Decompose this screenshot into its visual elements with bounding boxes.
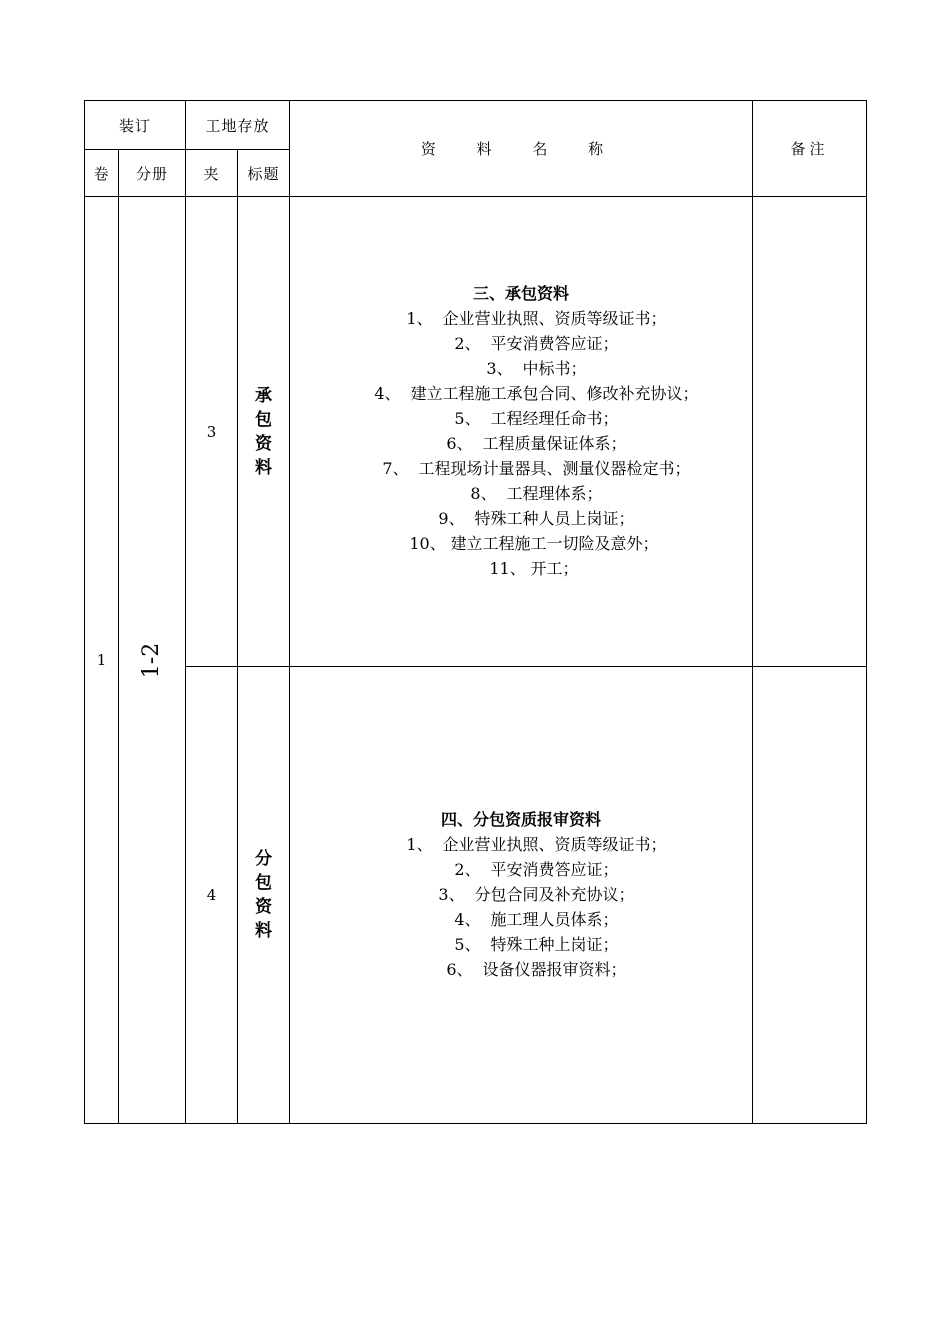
header-folder: 夹: [186, 150, 238, 197]
section-heading: 四、分包资质报审资料: [441, 810, 602, 829]
list-item: 4、 施工理人员体系；: [454, 910, 619, 929]
list-item: 2、 平安消费答应证；: [454, 860, 619, 879]
volume-value: 1: [85, 197, 119, 1124]
sub-volume-cell: [119, 197, 186, 1124]
list-item: 3、 分包合同及补充协议；: [438, 885, 635, 904]
item-list: [290, 306, 752, 581]
list-item: 3、 中标书；: [486, 359, 587, 378]
section-title-cell: [238, 667, 290, 1124]
section-title-chengbao: 承 包 资 料: [255, 385, 273, 478]
header-binding: 装订: [85, 101, 186, 150]
remark-cell: [753, 667, 867, 1124]
header-title: 标题: [238, 150, 290, 197]
list-item: 9、 特殊工种人员上岗证；: [438, 509, 635, 528]
list-item: 8、 工程理体系；: [470, 484, 603, 503]
list-item: 6、 设备仪器报审资料；: [446, 960, 627, 979]
list-item: 7、 工程现场计量器具、测量仪器检定书；: [382, 459, 691, 478]
folder-3: 3: [186, 197, 238, 667]
list-item: 5、 特殊工种上岗证；: [454, 935, 619, 954]
list-item: 10、 建立工程施工一切险及意外；: [409, 534, 659, 553]
list-item: 2、 平安消费答应证；: [454, 334, 619, 353]
section-content: [290, 197, 753, 667]
folder-4: 4: [186, 667, 238, 1124]
list-item: 11、 开工；: [489, 559, 579, 578]
header-site-storage: 工地存放: [186, 101, 290, 150]
section-content: [290, 667, 753, 1124]
list-item: 5、 工程经理任命书；: [454, 409, 619, 428]
list-item: 1、 企业营业执照、资质等级证书；: [406, 309, 667, 328]
list-item: 4、 建立工程施工承包合同、修改补充协议；: [374, 384, 699, 403]
remark-cell: [753, 197, 867, 667]
list-item: 6、 工程质量保证体系；: [446, 434, 627, 453]
header-remark: 备注: [753, 101, 867, 197]
archive-table: [84, 100, 867, 1124]
header-material-name: 资 料 名 称: [290, 101, 753, 197]
header-sub-volume: 分册: [119, 150, 186, 197]
section-heading: 三、承包资料: [473, 284, 570, 303]
list-item: 1、 企业营业执照、资质等级证书；: [406, 835, 667, 854]
section-title-fenbao: 分 包 资 料: [255, 849, 273, 941]
section-title-cell: [238, 197, 290, 667]
header-volume: 卷: [85, 150, 119, 197]
sub-volume-value: 1-2: [139, 642, 165, 678]
item-list: [290, 832, 752, 982]
